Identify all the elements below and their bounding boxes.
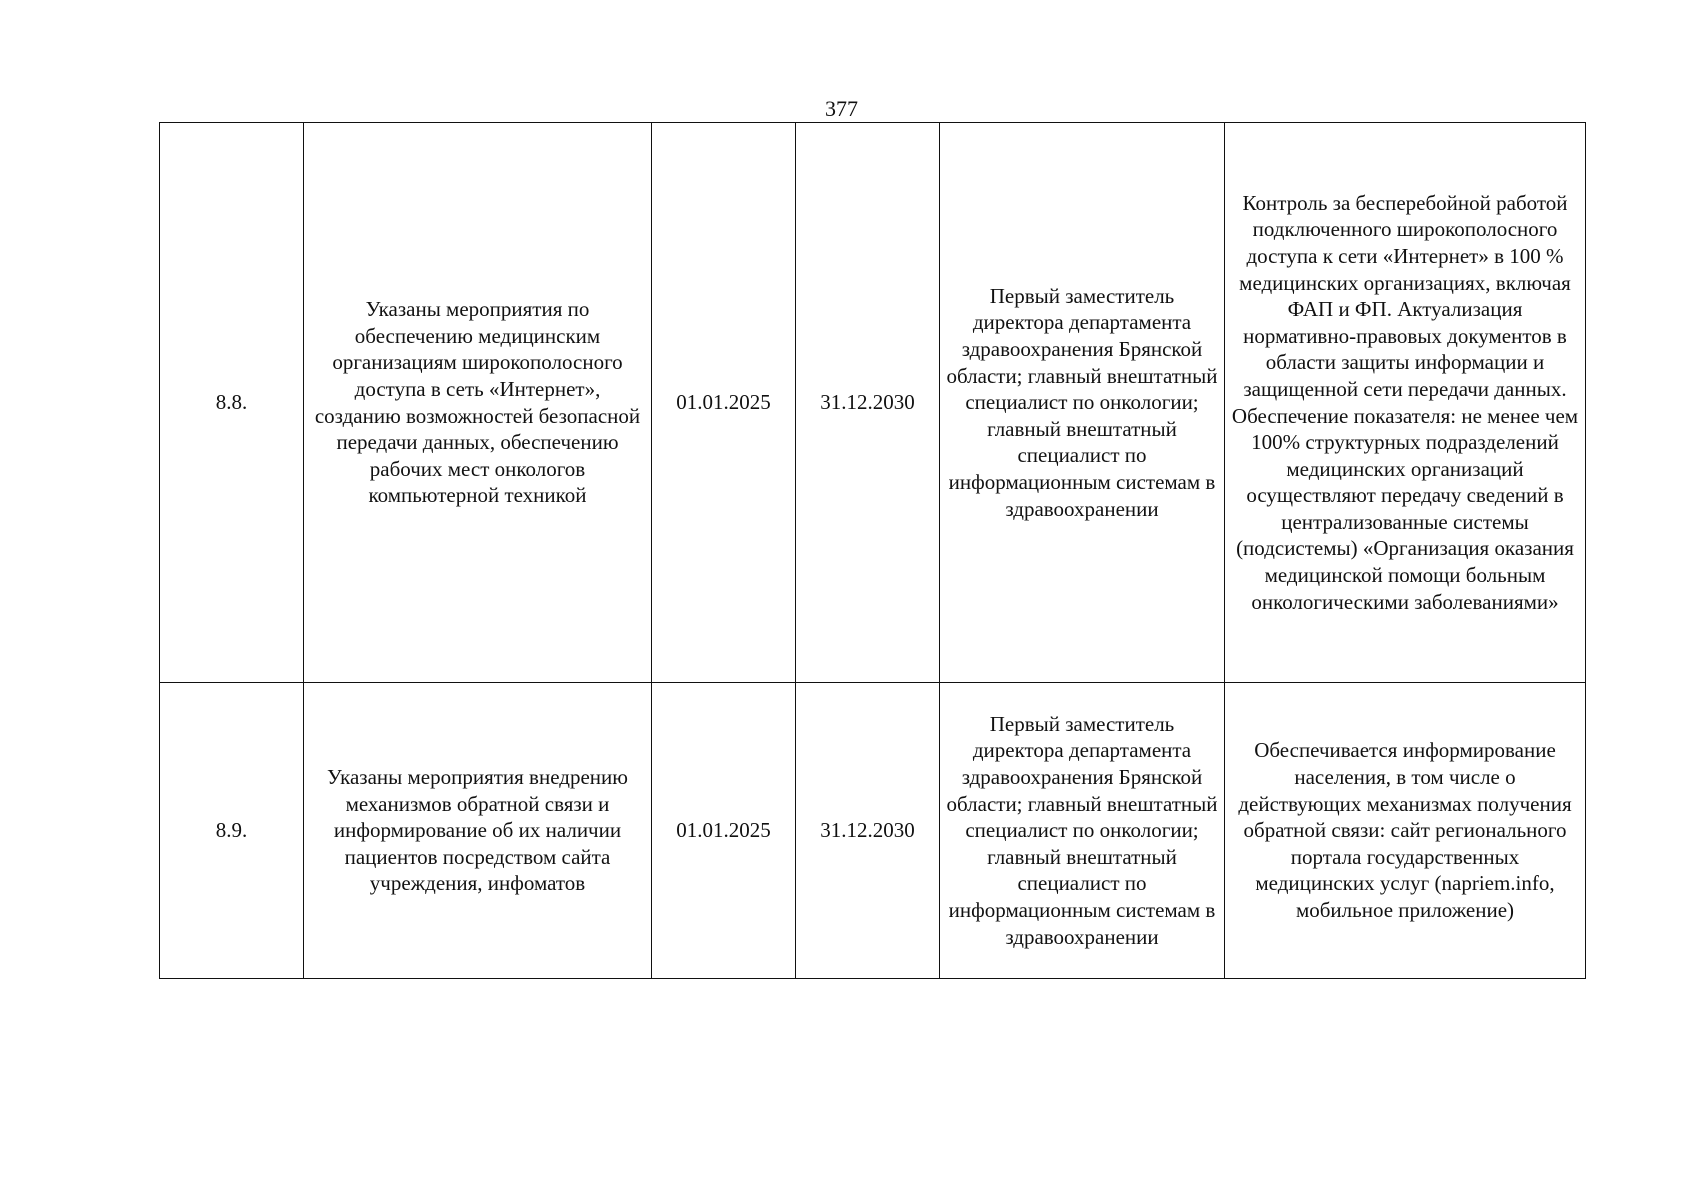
result-cell: Контроль за бесперебойной работой подключенного широкополосного доступа к сети «Интернет» в 100 % медицинских организациях, включая ФАП и ФП. Актуализация нормативно-правовых документов в области защиты информации и защищенной сети передачи данных. Обеспечение показателя: не менее чем 100% структурных подразделений медицинских организаций осуществляют передачу сведений в централизованные системы (подсистемы) «Организация оказания медицинской помощи больным онкологическими заболеваниями» [1225, 123, 1586, 683]
responsible-cell: Первый заместитель директора департамента здравоохранения Брянской области; главный внештатный специалист по онкологии; главный внештатный специалист по информационным системам в здравоохранении [940, 123, 1225, 683]
description-cell: Указаны мероприятия внедрению механизмов обратной связи и информирование об их наличии пациентов посредством сайта учреждения, инфоматов [304, 683, 652, 979]
page-number: 377 [825, 96, 858, 121]
end-date-cell: 31.12.2030 [796, 123, 940, 683]
result-cell: Обеспечивается информирование населения, в том числе о действующих механизмах получения обратной связи: сайт регионального портала государственных медицинских услуг (napriem.info, мобильное приложение) [1225, 683, 1586, 979]
row-number-cell: 8.8. [160, 123, 304, 683]
start-date-cell: 01.01.2025 [652, 683, 796, 979]
description-cell: Указаны мероприятия по обеспечению медицинским организациям широкополосного доступа в сеть «Интернет», созданию возможностей безопасной передачи данных, обеспечению рабочих мест онкологов компьютерной техникой [304, 123, 652, 683]
measures-table [159, 122, 1586, 979]
table-row [160, 123, 1586, 683]
responsible-cell: Первый заместитель директора департамента здравоохранения Брянской области; главный внештатный специалист по онкологии; главный внештатный специалист по информационным системам в здравоохранении [940, 683, 1225, 979]
start-date-cell: 01.01.2025 [652, 123, 796, 683]
row-number-cell: 8.9. [160, 683, 304, 979]
table-row [160, 683, 1586, 979]
end-date-cell: 31.12.2030 [796, 683, 940, 979]
